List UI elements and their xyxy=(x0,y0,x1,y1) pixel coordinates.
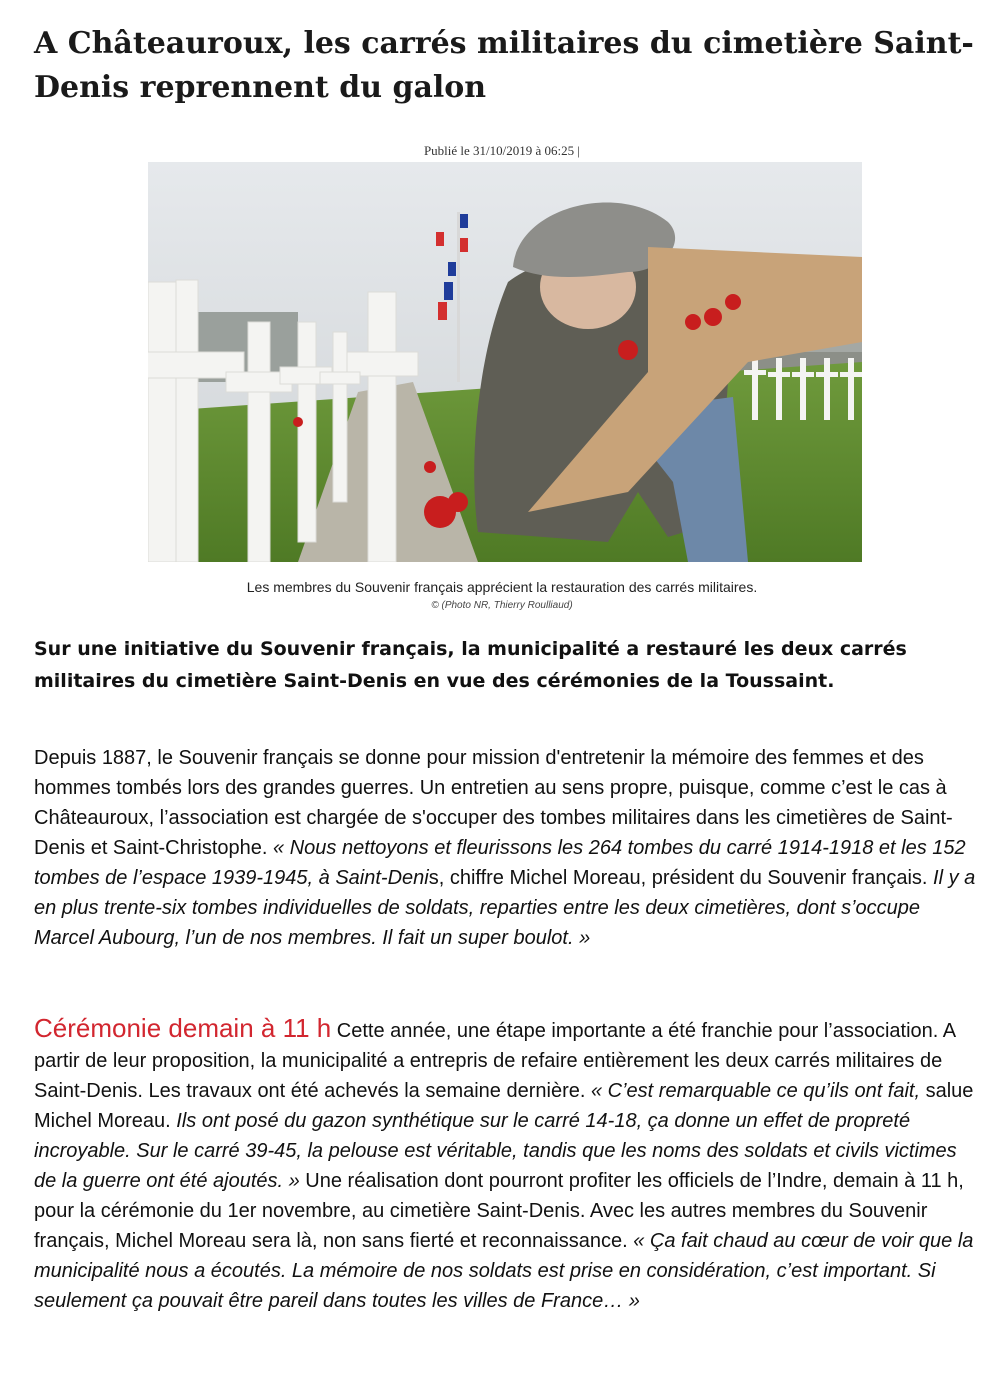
paragraph-text: Depuis 1887, le Souvenir français se donne pour mission d'entretenir la mémoire des femmes et des hommes tombés lors des grandes guerres. Un entretien au sens propre, puisque, comme c’est le cas à Châteauroux, l’association est chargée de s'occuper des tombes militaires dans les cimetières de Saint-Denis et Saint-Christophe. xyxy=(34,747,953,859)
paragraph-1 xyxy=(34,743,979,953)
publish-date: Publié le 31/10/2019 à 06:25 | xyxy=(423,143,581,158)
article-title: A Châteauroux, les carrés militaires du cimetière Saint-Denis reprennent du galon xyxy=(34,26,974,105)
article-photo xyxy=(148,162,862,562)
paragraph-2 xyxy=(34,1013,979,1316)
quote-text: « Nous nettoyons et fleurissons les 264 tombes du carré 1914-1918 et les 152 tombes de l’espace 1939-1945, à Saint-Deni xyxy=(34,837,966,889)
paragraph-text: Cette année, une étape importante a été franchie pour l’association. A partir de leur proposition, la municipalité a entrepris de refaire entièrement les deux carrés militaires de Saint-Denis. Les travaux ont été achevés la semaine dernière. xyxy=(34,1020,955,1102)
photo-credit: © (Photo NR, Thierry Roulliaud) xyxy=(431,600,573,611)
quote-text: Ils ont posé du gazon synthétique sur le carré 14-18, ça donne un effet de propreté incroyable. Sur le carré 39-45, la pelouse est véritable, tandis que les noms des soldats et civils victimes de la guerre ont été ajoutés. » xyxy=(34,1110,957,1192)
section-subhead: Cérémonie demain à 11 h xyxy=(34,1013,332,1043)
quote-text: « Ça fait chaud au cœur de voir que la municipalité nous a écoutés. La mémoire de nos soldats est prise en considération, c’est important. Si seulement ça pouvait être pareil dans toutes les villes de France… » xyxy=(34,1230,974,1312)
article-lead: Sur une initiative du Souvenir français, la municipalité a restauré les deux carrés militaires du cimetière Saint-Denis en vue des cérémonies de la Toussaint. xyxy=(34,638,907,692)
quote-text: Il y a en plus trente-six tombes individuelles de soldats, reparties entre les deux cimetières, dont s’occupe Marcel Aubourg, l’un de nos membres. Il fait un super boulot. » xyxy=(34,867,976,949)
paragraph-text: s, chiffre Michel Moreau, président du Souvenir français. xyxy=(428,867,934,889)
photo-caption: Les membres du Souvenir français apprécient la restauration des carrés militaires. xyxy=(246,579,758,595)
paragraph-text: salue Michel Moreau. xyxy=(34,1080,974,1132)
quote-text: « C’est remarquable ce qu’ils ont fait, xyxy=(590,1080,921,1102)
paragraph-text: Une réalisation dont pourront profiter les officiels de l’Indre, demain à 11 h, pour la cérémonie du 1er novembre, au cimetière Saint-Denis. Avec les autres membres du Souvenir français, Michel Moreau sera là, non sans fierté et reconnaissance. xyxy=(34,1170,964,1252)
